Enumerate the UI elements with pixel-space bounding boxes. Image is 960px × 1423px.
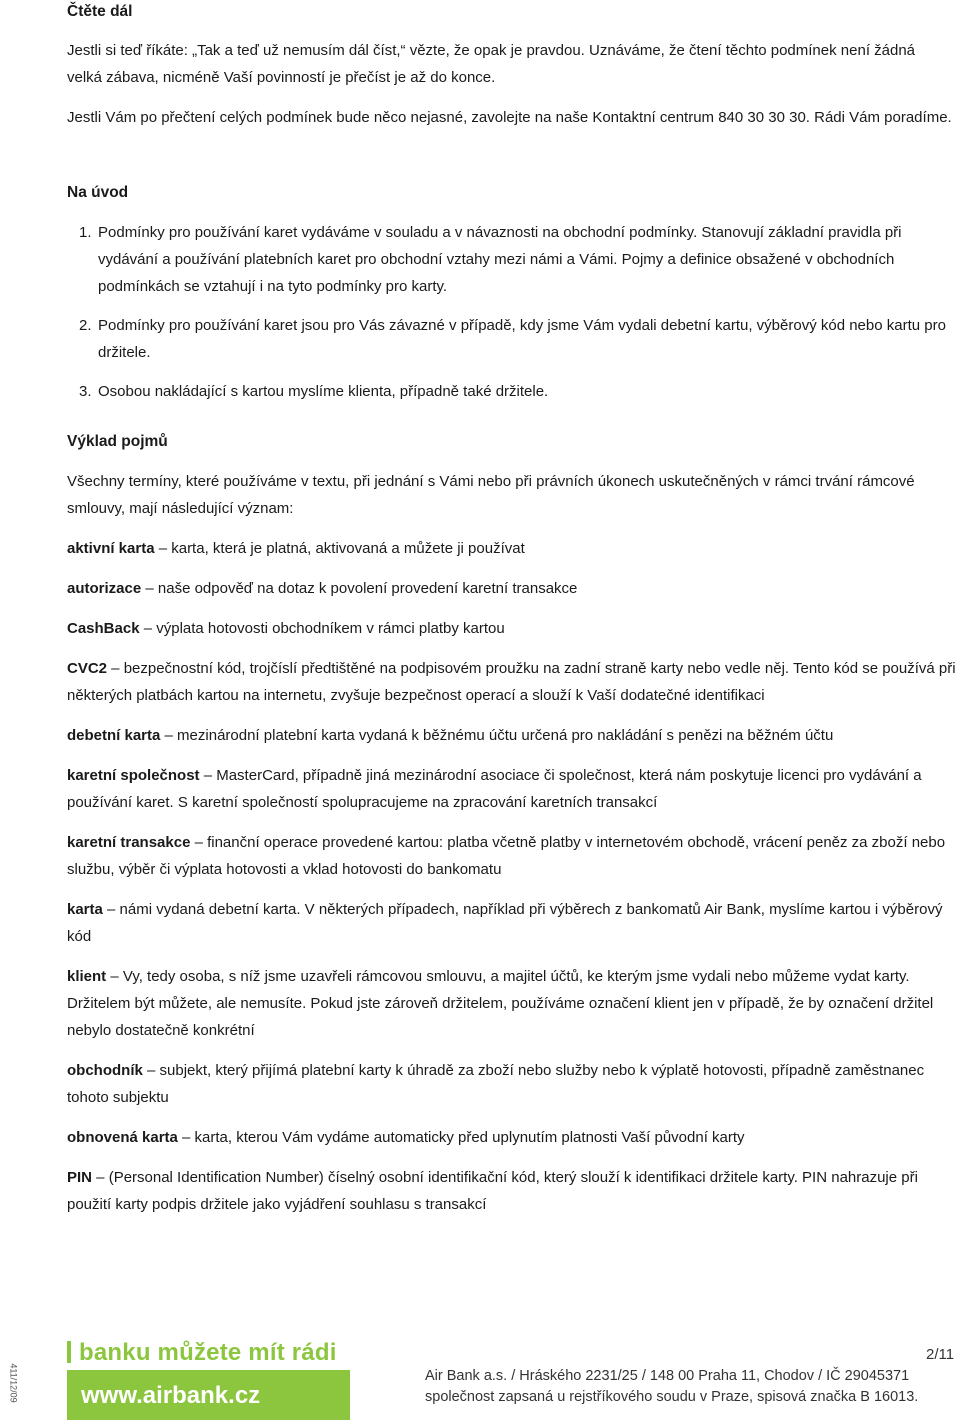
document-code: 411/12/09 xyxy=(8,1363,19,1403)
intro-paragraph-contact: Jestli Vám po přečtení celých podmínek bude něco nejasné, zavolejte na naše Kontaktní centrum 840 30 30 30. Rádi Vám poradíme. xyxy=(67,109,952,126)
term-entry xyxy=(67,535,960,562)
term-definition: – bezpečnostní kód, trojčíslí předtištěné na podpisovém proužku na zadní straně karty nebo vedle něj. Tento kód se používá při některých platbách kartou na internetu, zvyšuje bezpečnost operací a slouží k Vaší dodatečné identifikaci xyxy=(67,660,956,704)
website-link[interactable] xyxy=(67,1370,350,1420)
company-address: Air Bank a.s. / Hráského 2231/25 / 148 00 Praha 11, Chodov / IČ 29045371 xyxy=(425,1368,910,1384)
term-name: obnovená karta xyxy=(67,1129,178,1146)
term-name: debetní karta xyxy=(67,727,161,744)
term-name: autorizace xyxy=(67,580,142,597)
list-item-text: Podmínky pro používání karet vydáváme v souladu a v návaznosti na obchodní podmínky. Stanovují základní pravidla při vydávání a používání platebních karet pro obchodní vztahy mezi námi a Vámi. Pojmy a definice obsažené v obchodních podmínkách se vztahují i na tyto podmínky pro karty. xyxy=(98,224,902,295)
term-name: karta xyxy=(67,901,103,918)
term-name: PIN xyxy=(67,1169,93,1186)
term-definition: – výplata hotovosti obchodníkem v rámci platby kartou xyxy=(139,620,505,637)
term-entry xyxy=(67,1124,960,1151)
list-item xyxy=(79,378,959,405)
term-definition: – MasterCard, případně jiná mezinárodní asociace či společnost, která nám poskytuje licenci pro vydávání a používání karet. S karetní společností spolupracujeme na zpracování karetních transakcí xyxy=(67,767,922,811)
section-heading-terms: Výklad pojmů xyxy=(67,433,168,450)
term-name: CVC2 xyxy=(67,660,108,677)
term-entry xyxy=(67,722,960,749)
list-item-number: 3. xyxy=(79,383,92,400)
term-definition: – karta, která je platná, aktivovaná a můžete ji používat xyxy=(154,540,525,557)
website-url-text[interactable]: www.airbank.cz xyxy=(81,1382,261,1409)
footer-slogan xyxy=(67,1338,337,1368)
company-info xyxy=(425,1366,918,1408)
term-name: aktivní karta xyxy=(67,540,155,557)
intro-list xyxy=(79,219,959,417)
terms-list xyxy=(67,535,960,1231)
term-entry xyxy=(67,1057,960,1111)
term-definition: – Vy, tedy osoba, s níž jsme uzavřeli rámcovou smlouvu, a majitel účtů, ke kterým jsme vydali nebo můžeme vydat karty. Držitelem být můžete, ale nemusíte. Pokud jste zároveň držitelem, používáme označení klient jen v případě, že by označení držitel nebylo dostatečně konkrétní xyxy=(67,968,934,1039)
term-entry xyxy=(67,575,960,602)
term-entry xyxy=(67,896,960,950)
list-item-text: Osobou nakládající s kartou myslíme klienta, případně také držitele. xyxy=(98,383,549,400)
intro-paragraph: Jestli si teď říkáte: „Tak a teď už nemusím dál číst,“ vězte, že opak je pravdou. Uznáváme, že čtení těchto podmínek není žádná velká zábava, nicméně Vaší povinností je přečíst je až do konce. xyxy=(67,42,916,86)
term-definition: – naše odpověď na dotaz k povolení provedení karetní transakce xyxy=(141,580,578,597)
term-definition: – námi vydaná debetní karta. V některých případech, například při výběrech z bankomatů Air Bank, myslíme kartou i výběrový kód xyxy=(67,901,943,945)
list-item-text: Podmínky pro používání karet jsou pro Vás závazné v případě, kdy jsme Vám vydali debetní kartu, výběrový kód nebo kartu pro držitele. xyxy=(98,317,946,361)
list-item xyxy=(79,219,959,300)
terms-intro-paragraph: Všechny termíny, které používáme v textu, při jednání s Vámi nebo při právních úkonech uskutečněných v rámci trvání rámcové smlouvy, mají následující význam: xyxy=(67,473,915,517)
term-entry xyxy=(67,615,960,642)
term-name: klient xyxy=(67,968,107,985)
list-item-number: 1. xyxy=(79,224,92,241)
term-name: karetní transakce xyxy=(67,834,191,851)
term-definition: – (Personal Identification Number) číselný osobní identifikační kód, který slouží k identifikaci držitele karty. PIN nahrazuje při použití karty podpis držitele jako vyjádření souhlasu s transakcí xyxy=(67,1169,918,1213)
term-definition: – finanční operace provedené kartou: platba včetně platby v internetovém obchodě, vrácení peněz za zboží nebo službu, výběr či výplata hotovosti a vklad hotovosti do bankomatu xyxy=(67,834,946,878)
term-entry xyxy=(67,829,960,883)
term-entry xyxy=(67,963,960,1044)
company-registration: společnost zapsaná u rejstříkového soudu v Praze, spisová značka B 16013. xyxy=(425,1389,919,1405)
term-entry xyxy=(67,655,960,709)
section-heading-intro: Na úvod xyxy=(67,184,129,201)
section-heading-read-on: Čtěte dál xyxy=(67,3,133,20)
term-definition: – subjekt, který přijímá platební karty k úhradě za zboží nebo služby nebo k výplatě hotovosti, případně zaměstnanec tohoto subjektu xyxy=(67,1062,925,1106)
term-definition: – karta, kterou Vám vydáme automaticky před uplynutím platnosti Vaší původní karty xyxy=(177,1129,745,1146)
term-name: obchodník xyxy=(67,1062,143,1079)
term-entry xyxy=(67,1164,960,1218)
slogan-bar-mark xyxy=(67,1341,71,1363)
list-item-number: 2. xyxy=(79,317,92,334)
footer-slogan-text: banku můžete mít rádi xyxy=(79,1339,337,1366)
list-item xyxy=(79,312,959,366)
term-name: CashBack xyxy=(67,620,140,637)
page-number: 2/11 xyxy=(926,1346,955,1363)
term-definition: – mezinárodní platební karta vydaná k běžnému účtu určená pro nakládání s penězi na běžném účtu xyxy=(160,727,834,744)
term-entry xyxy=(67,762,960,816)
term-name: karetní společnost xyxy=(67,767,200,784)
